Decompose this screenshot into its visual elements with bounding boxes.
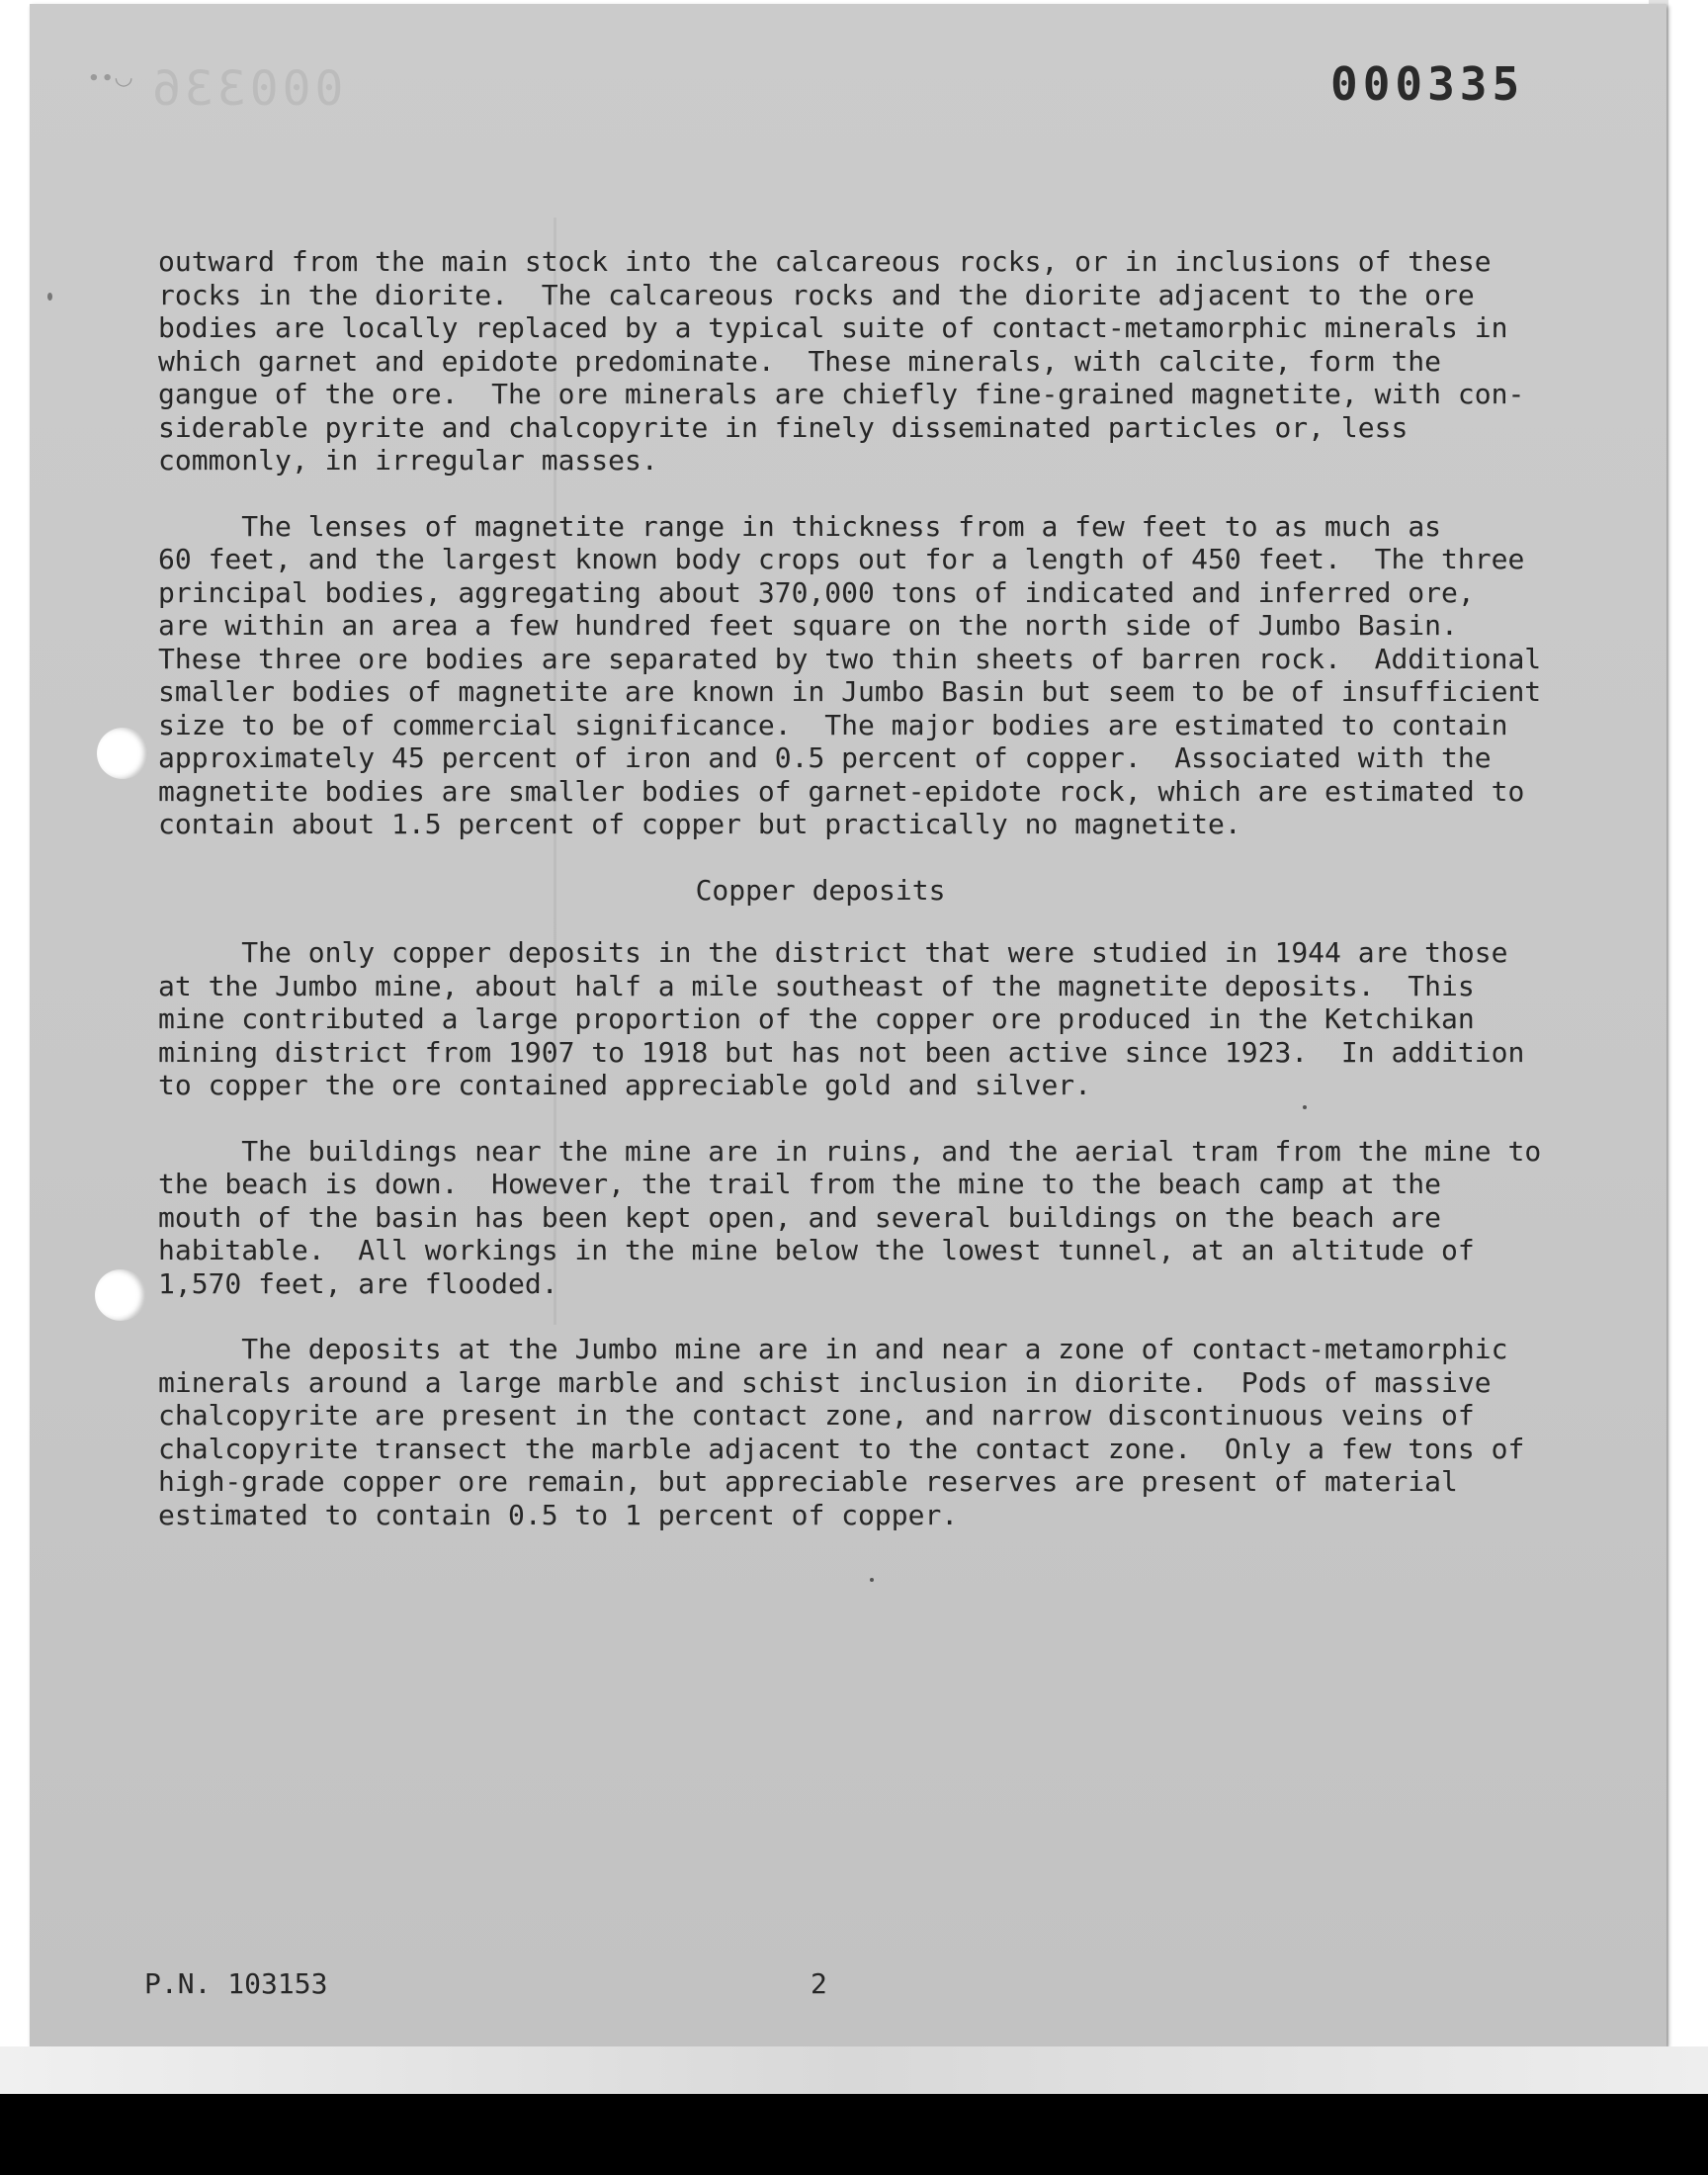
dust-speck <box>1303 1105 1307 1109</box>
footer-page-number: 2 <box>811 1967 827 2000</box>
paragraph-1: outward from the main stock into the calcareous rocks, or in inclusions of these rocks in the diorite. The calcareous rocks and the diorite adjacent to the ore bodies are locally replaced by a typical suite of contact-metamorphic minerals in which garnet and epidote predominate. These minerals, with calcite, form the gangue of the ore. The ore minerals are chiefly fine-grained magnetite, with con- siderable pyrite and chalcopyrite in finely disseminated particles or, less commonly, in irregular masses. <box>158 245 1525 477</box>
paragraph-2: The lenses of magnetite range in thickness from a few feet to as much as 60 feet, and the largest known body crops out for a length of 450 feet. The three principal bodies, aggregating about 370,000 tons of indicated and inferred ore, are within an area a few hundred feet square on the north side of Jumbo Basin. These three ore bodies are separated by two thin sheets of barren rock. Additional smaller bodies of magnetite are known in Jumbo Basin but seem to be of insufficient size to be of commercial significance. The major bodies are estimated to contain approximately 45 percent of iron and 0.5 percent of copper. Associated with the magnetite bodies are smaller bodies of garnet-epidote rock, which are estimated to contain about 1.5 percent of copper but practically no magnetite. <box>158 509 1542 840</box>
punch-hole <box>97 728 148 779</box>
paragraph-3: The only copper deposits in the district that were studied in 1944 are those at the Jumbo mine, about half a mile southeast of the magnetite deposits. This mine contributed a large proportion of the copper ore produced in the Ketchikan mining district from 1907 to 1918 but has not been active since 1923. In addition to copper the ore contained appreciable gold and silver. <box>158 936 1525 1101</box>
punch-hole <box>95 1269 146 1321</box>
page-number-stamp: 000335 <box>1330 57 1525 111</box>
dust-speck <box>870 1578 874 1582</box>
ghost-mark: ∙∙◡ <box>87 65 133 90</box>
paragraph-4: The buildings near the mine are in ruins, and the aerial tram from the mine to the beach is down. However, the trail from the mine to the beach camp at the mouth of the basin has been kept open, and several buildings on the beach are habitable. All workings in the mine below the lowest tunnel, at an altitude of 1,570 feet, are flooded. <box>158 1134 1542 1300</box>
scanner-border <box>0 2094 1708 2175</box>
document-body <box>158 245 1542 1564</box>
ghost-page-number: 000336 <box>148 61 344 117</box>
footer-project-number: P.N. 103153 <box>144 1967 328 2000</box>
paragraph-5: The deposits at the Jumbo mine are in and near a zone of contact-metamorphic minerals around a large marble and schist inclusion in diorite. Pods of massive chalcopyrite are present in the contact zone, and narrow discontinuous veins of chalcopyrite transect the marble adjacent to the contact zone. Only a few tons of high-grade copper ore remain, but appreciable reserves are present of material estimated to contain 0.5 to 1 percent of copper. <box>158 1333 1525 1531</box>
dust-speck <box>47 293 52 301</box>
section-heading: Copper deposits <box>695 873 946 907</box>
scanner-gap <box>0 2046 1708 2094</box>
